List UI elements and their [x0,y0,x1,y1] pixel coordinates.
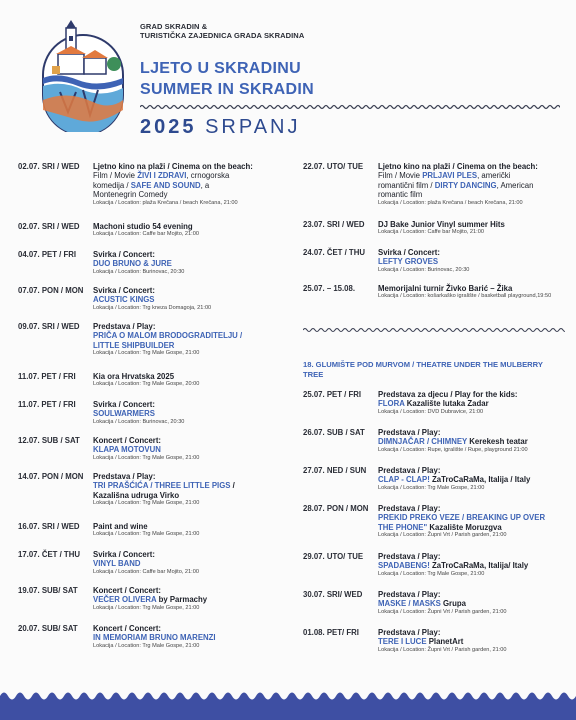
year-month [140,116,300,139]
event-title: PRIČA O MALOM BRODOGRADITELJU / [93,331,243,341]
event-title: MASKE / MASKS [378,599,441,609]
event-line [93,181,293,190]
header [0,0,576,150]
event-line [378,437,568,446]
event-title: SAFE AND SOUND [130,180,201,190]
event-details [93,624,293,650]
event-date: 14.07. PON / MON [18,472,84,481]
event-text: Predstava za djecu / Play for the kids: [378,390,518,399]
event-text: , crnogorska [186,171,230,181]
event-date: 11.07. PET / FRI [18,372,76,381]
organizer [140,22,304,40]
event-line [378,637,568,646]
event-date: 12.07. SUB / SAT [18,436,80,445]
event-text: ZaTroCaRaMa, Italija/ Italy [429,561,529,571]
event-line [378,181,568,190]
event-title: PRLJAVI PLES [422,171,478,181]
event-date: 07.07. PON / MON [18,286,84,295]
event-line [93,331,293,340]
event-line [93,491,293,500]
event-line [93,171,293,180]
section-title: 18. GLUMIŠTE POD MURVOM / THEATRE UNDER THE MULBERRY TREE [303,360,543,379]
event-details [93,586,293,612]
event-title: SPADABENG! [378,561,430,571]
event-date: 29.07. UTO/ TUE [303,552,364,561]
event-line [93,472,293,481]
event-line [93,624,293,633]
event-location: Lokacija / Location: Caffe bar Mojito, 21:00 [378,229,484,236]
event-text: Memorijalni turnir Živko Barić – Žika [378,284,513,293]
event-text: Svirka / Concert: [93,550,155,559]
event-location: Lokacija / Location: Trg Male Gospe, 21:00 [378,484,485,491]
event-details [378,162,568,207]
event-line [93,522,293,531]
event-text: Svirka / Concert: [93,250,155,259]
event-text: Predstava / Play: [93,322,156,331]
event-text: Montenegrin Comedy [93,190,168,200]
event-title: THE PHONE" [378,522,428,532]
event-location: Lokacija / Location: Župni Vrt / Parish garden, 21:00 [378,608,507,615]
event-date: 25.07. PET / FRI [303,390,362,399]
event-date: 02.07. SRI / WED [18,162,80,171]
event-text: Svirka / Concert: [93,286,155,295]
event-text: Predstava / Play: [93,472,156,481]
event-text: Kazalište lutaka Zadar [404,399,489,409]
event-location: Lokacija / Location: Caffe bar Mojito, 21:00 [93,231,199,238]
event-text: Machoni studio 54 evening [93,222,193,231]
event-line [93,222,293,231]
event-title: KLAPA MOTOVUN [93,445,161,455]
event-line [93,372,293,381]
event-line [378,284,568,293]
event-text: , američki [477,171,511,181]
event-text: Svirka / Concert: [93,400,155,409]
event-text: Ljetno kino na plaži / Cinema on the beach: [378,162,538,171]
event-title: VEČER OLIVERA [93,595,157,605]
event-title: PREKID PREKO VEZE / BREAKING UP OVER [378,513,546,523]
skradin-logo-icon [38,20,128,132]
event-line [378,513,568,522]
event-details [378,428,568,454]
event-date: 23.07. SRI / WED [303,220,365,229]
event-date: 19.07. SUB/ SAT [18,586,78,595]
event-details [378,590,568,616]
event-line [93,595,293,604]
organizer-line-1: GRAD SKRADIN & [140,22,208,31]
event-date: 22.07. UTO/ TUE [303,162,364,171]
event-title: TERE I LUCE [378,637,427,647]
event-line [378,390,568,399]
year: 2025 [140,116,197,138]
event-line [378,504,568,513]
event-text: by Parmachy [156,595,208,605]
event-details [378,390,568,416]
event-line [378,190,568,199]
wave-divider-icon [140,103,560,111]
event-details [93,472,293,508]
event-date: 28.07. PON / MON [303,504,369,513]
event-location: Lokacija / Location: Trg Male Gospe, 21:00 [93,500,200,507]
event-line [93,445,293,454]
event-details [93,522,293,539]
event-line [378,466,568,475]
event-title: FLORA [378,399,405,409]
event-line [93,400,293,409]
event-date: 26.07. SUB / SAT [303,428,365,437]
event-date: 20.07. SUB/ SAT [18,624,78,633]
event-line [93,162,293,171]
event-title: SOULWARMERS [93,409,155,419]
bottom-wave-decoration-icon [0,682,576,720]
event-line [93,409,293,418]
event-text: Kia ora Hrvatska 2025 [93,372,175,381]
event-text: Ljetno kino na plaži / Cinema on the beach: [93,162,253,171]
event-line [378,257,568,266]
event-text: Svirka / Concert: [378,248,440,257]
event-date: 17.07. ČET / THU [18,550,80,559]
event-title: DUO BRUNO & JURE [93,259,172,269]
event-title: LEFTY GROVES [378,257,439,267]
event-title: LITTLE SHIPBUILDER [93,340,175,350]
event-text: Kerekesh teatar [467,437,528,447]
event-title: ŽIVI I ZDRAVI [137,171,187,181]
event-line [378,220,568,229]
event-line [378,590,568,599]
event-date: 11.07. PET / FRI [18,400,76,409]
event-details [378,552,568,578]
event-details [93,400,293,426]
event-text: Paint and wine [93,522,148,531]
event-date: 09.07. SRI / WED [18,322,80,331]
event-details [378,284,568,301]
event-line [378,561,568,570]
event-details [378,504,568,540]
event-date: 30.07. SRI/ WED [303,590,363,599]
event-line [378,475,568,484]
event-details [378,466,568,492]
event-details [93,250,293,276]
event-location: Lokacija / Location: Burinovac, 20:30 [93,418,185,425]
event-text: Grupa [440,599,466,609]
event-date: 16.07. SRI / WED [18,522,80,531]
event-location: Lokacija / Location: plaža Krečana / beach Krečana, 21:00 [378,199,523,206]
event-location: Lokacija / Location: Trg Male Gospe, 21:00 [93,531,200,538]
title-croatian: LJETO U SKRADINU [140,60,301,77]
event-text: PlanetArt [426,637,464,647]
event-line [93,633,293,642]
event-text: Predstava / Play: [378,428,441,437]
event-location: Lokacija / Location: Trg Male Gospe, 20:00 [93,381,200,388]
event-location: Lokacija / Location: Burinovac, 20:30 [378,266,470,273]
event-details [93,286,293,312]
event-line [93,259,293,268]
event-title: DIMNJAČAR / CHIMNEY [378,437,468,447]
event-title: TRI PRAŠĆIĆA / THREE LITTLE PIGS [93,481,231,491]
event-text: Predstava / Play: [378,628,441,637]
event-line [93,250,293,259]
event-details [93,162,293,207]
event-line [378,399,568,408]
event-title: CLAP - CLAP! [378,475,430,485]
event-text: ZaTroCaRaMa, Italija / Italy [429,475,531,485]
event-line [93,550,293,559]
event-details [378,628,568,654]
event-location: Lokacija / Location: Trg Male Gospe, 21:00 [93,454,200,461]
event-date: 02.07. SRI / WED [18,222,80,231]
event-details [93,436,293,462]
event-date: 27.07. NED / SUN [303,466,367,475]
month: SRPANJ [205,116,301,138]
event-date: 25.07. – 15.08. [303,284,356,293]
event-location: Lokacija / Location: Rupe, igralište / Rupe, playground 21:00 [378,446,528,453]
event-location: Lokacija / Location: Trg Male Gospe, 21:00 [93,642,200,649]
event-title: IN MEMORIAM BRUNO MARENZI [93,633,216,643]
event-location: Lokacija / Location: Trg Male Gospe, 21:00 [378,570,485,577]
event-line [378,162,568,171]
event-details [93,222,293,239]
event-location: Lokacija / Location: Župni Vrt / Parish garden, 21:00 [378,532,507,539]
event-date: 24.07. ČET / THU [303,248,365,257]
event-text: Kazališna udruga Virko [93,490,180,500]
event-details [93,322,293,358]
event-location: Lokacija / Location: Trg Male Gospe, 21:00 [93,604,200,611]
event-details [93,550,293,576]
event-line [378,552,568,561]
event-line [93,295,293,304]
event-details [378,220,568,237]
event-line [378,523,568,532]
event-line [378,248,568,257]
event-text: Koncert / Concert: [93,624,162,633]
event-text: Predstava / Play: [378,552,441,561]
event-line [93,586,293,595]
event-text: romantic film [378,190,423,200]
event-text: , a [200,180,210,190]
event-location: Lokacija / Location: Trg kneza Domagoja, 21:00 [93,304,212,311]
event-line [93,286,293,295]
event-location: Lokacija / Location: Burinovac, 20:30 [93,268,185,275]
event-line [93,322,293,331]
event-line [378,171,568,180]
title-english: SUMMER IN SKRADIN [140,81,314,98]
event-location: Lokacija / Location: DVD Dubravice, 21:00 [378,408,484,415]
event-location: Lokacija / Location: Župni Vrt / Parish garden, 21:00 [378,646,507,653]
event-text: Film / Movie [378,171,423,181]
event-location: Lokacija / Location: plaža Krečana / beach Krečana, 21:00 [93,199,238,206]
event-text: , American [496,180,534,190]
event-line [93,481,293,490]
event-text: DJ Bake Junior Vinyl summer Hits [378,220,505,229]
event-line [93,341,293,350]
event-text: komedija / [93,180,131,190]
event-text: Predstava / Play: [378,590,441,599]
event-line [93,190,293,199]
event-text: / [230,481,235,491]
event-location: Lokacija / Location: Caffe bar Mojito, 21:00 [93,568,199,575]
event-title: ACUSTIC KINGS [93,295,155,305]
event-line [93,559,293,568]
event-location: Lokacija / Location: košarkaško igralište / basketball playground,19:50 [378,293,552,300]
section-divider-icon [303,326,565,334]
event-line [378,428,568,437]
event-text: Kazalište Moruzgva [427,522,502,532]
event-text: romantični film / [378,180,435,190]
event-line [378,599,568,608]
event-text: Film / Movie [93,171,138,181]
event-text: Koncert / Concert: [93,586,162,595]
event-text: Predstava / Play: [378,504,441,513]
event-date: 01.08. PET/ FRI [303,628,359,637]
event-details [378,248,568,274]
event-line [378,628,568,637]
event-line [93,436,293,445]
event-date: 04.07. PET / FRI [18,250,77,259]
organizer-line-2: TURISTIČKA ZAJEDNICA GRADA SKRADINA [140,31,305,40]
event-text: Predstava / Play: [378,466,441,475]
event-title: DIRTY DANCING [434,180,497,190]
event-location: Lokacija / Location: Trg Male Gospe, 21:00 [93,350,200,357]
event-text: Koncert / Concert: [93,436,162,445]
event-title: VINYL BAND [93,559,141,569]
event-details [93,372,293,389]
